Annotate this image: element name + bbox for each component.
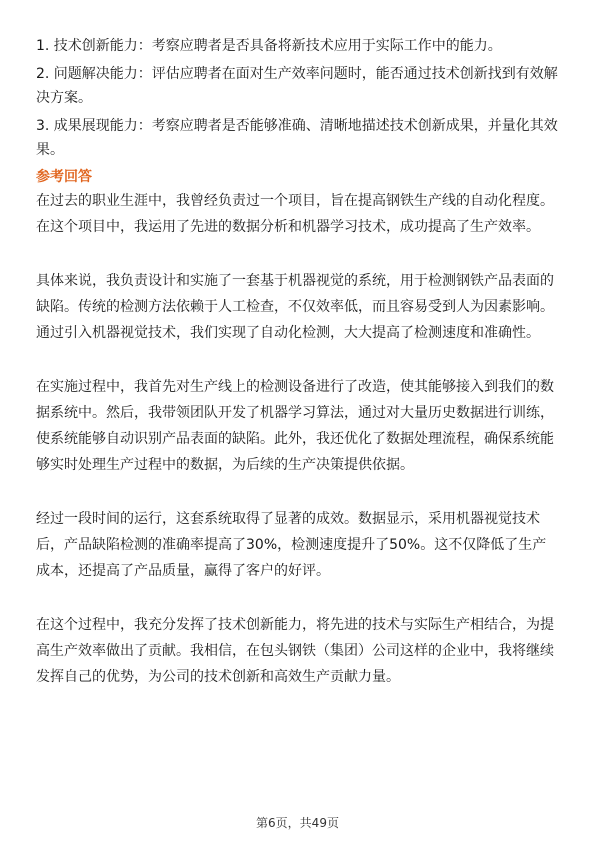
- answer-paragraph: 在过去的职业生涯中，我曾经负责过一个项目，旨在提高钢铁生产线的自动化程度。在这个项目中，我运用了先进的数据分析和机器学习技术，成功提高了生产效率。: [36, 193, 554, 235]
- document-page: [36, 34, 559, 718]
- criteria-item: 2. 问题解决能力：评估应聘者在面对生产效率问题时，能否通过技术创新找到有效解决方案。: [36, 66, 558, 106]
- page-number-footer: 第6页，共49页: [256, 816, 339, 830]
- answer-paragraph: 在实施过程中，我首先对生产线上的检测设备进行了改造，使其能够接入到我们的数据系统中。然后，我带领团队开发了机器学习算法，通过对大量历史数据进行训练，使系统能够自动识别产品表面的缺陷。此外，我还优化了数据处理流程，确保系统能够实时处理生产过程中的数据，为后续的生产决策提供依据。: [36, 379, 554, 473]
- reference-answer-body: [36, 188, 559, 690]
- criteria-item: 1. 技术创新能力：考察应聘者是否具备将新技术应用于实际工作中的能力。: [36, 38, 502, 54]
- evaluation-criteria-list: [36, 34, 559, 162]
- answer-paragraph: 经过一段时间的运行，这套系统取得了显著的成效。数据显示，采用机器视觉技术后，产品缺陷检测的准确率提高了30%，检测速度提升了50%。这不仅降低了生产成本，还提高了产品质量，赢得了客户的好评。: [36, 511, 547, 579]
- reference-answer-heading: 参考回答: [36, 169, 92, 185]
- answer-paragraph: 在这个过程中，我充分发挥了技术创新能力，将先进的技术与实际生产相结合，为提高生产效率做出了贡献。我相信，在包头钢铁（集团）公司这样的企业中，我将继续发挥自己的优势，为公司的技术创新和高效生产贡献力量。: [36, 617, 554, 685]
- answer-paragraph: 具体来说，我负责设计和实施了一套基于机器视觉的系统，用于检测钢铁产品表面的缺陷。传统的检测方法依赖于人工检查，不仅效率低，而且容易受到人为因素影响。通过引入机器视觉技术，我们实现了自动化检测，大大提高了检测速度和准确性。: [36, 273, 554, 341]
- criteria-item: 3. 成果展现能力：考察应聘者是否能够准确、清晰地描述技术创新成果，并量化其效果。: [36, 118, 558, 158]
